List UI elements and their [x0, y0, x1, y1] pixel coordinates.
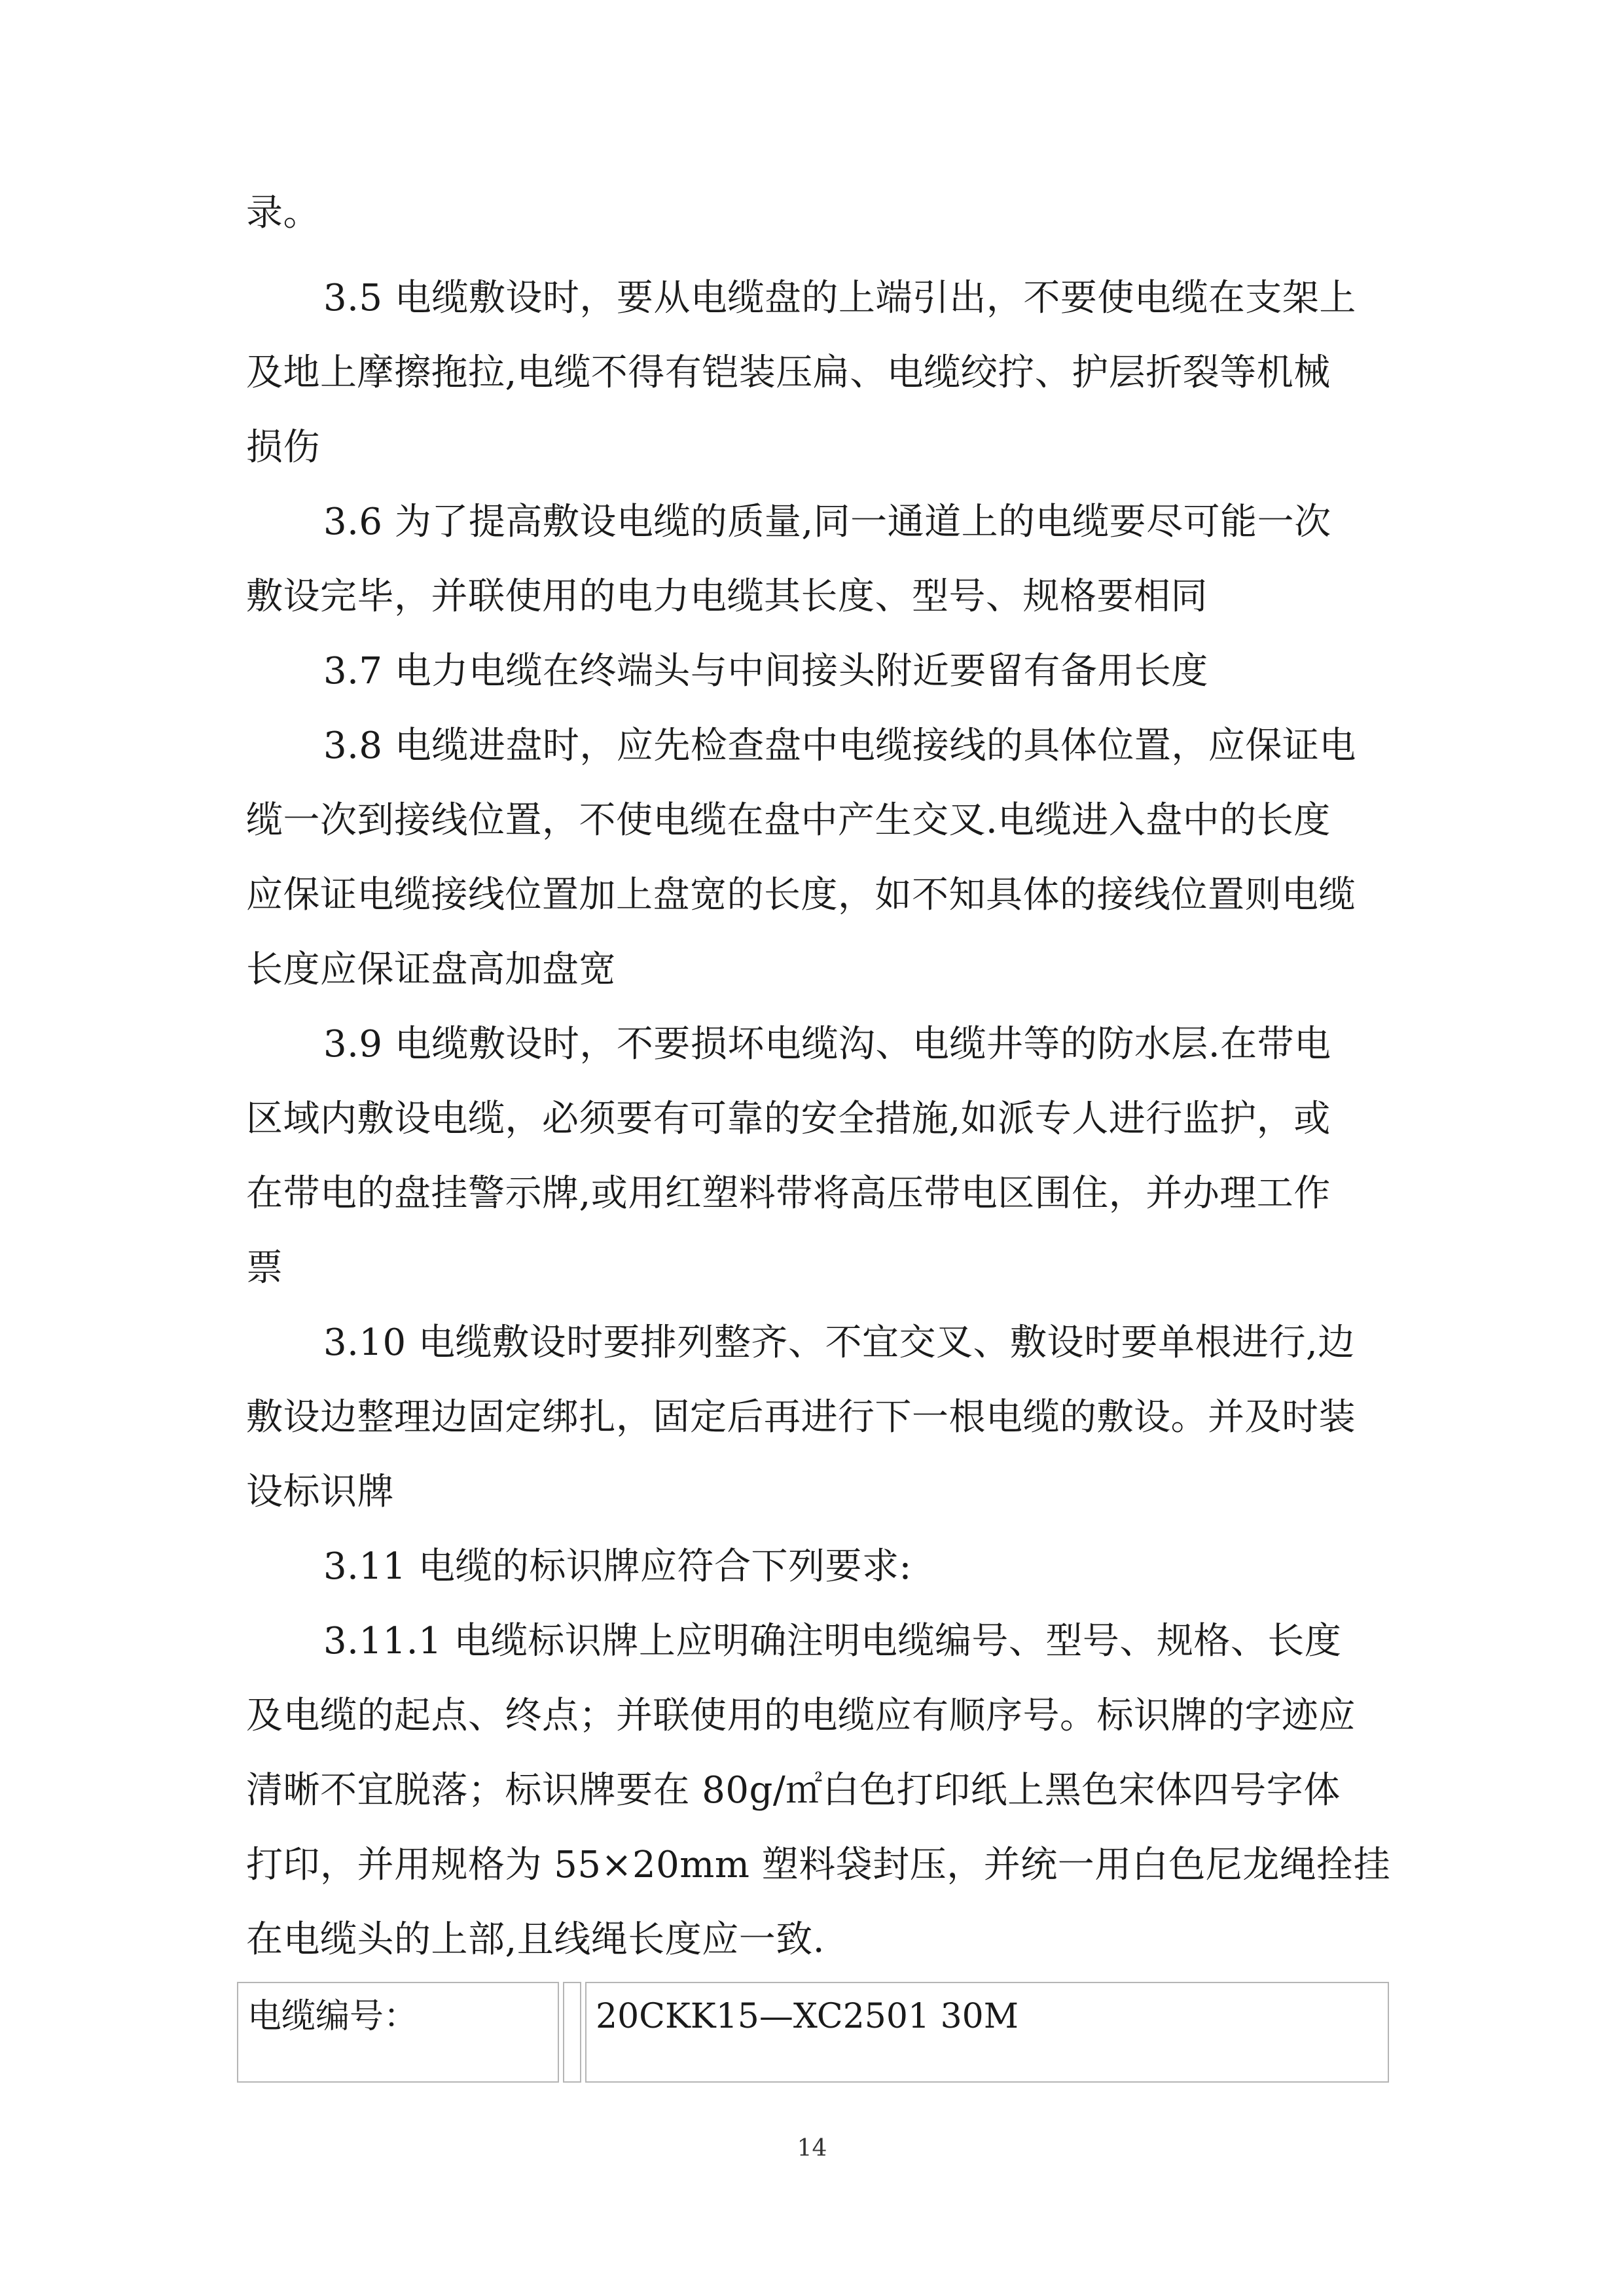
text-line: 敷设边整理边固定绑扎，固定后再进行下一根电缆的敷设。并及时装 — [246, 1396, 1356, 1439]
text-line: 录。 — [246, 192, 320, 234]
cable-label-table — [237, 1982, 1389, 2083]
text-line: 3.11.1 电缆标识牌上应明确注明电缆编号、型号、规格、长度 — [323, 1620, 1342, 1662]
text-line: 区域内敷设电缆，必须要有可靠的安全措施,如派专人进行监护，或 — [246, 1098, 1331, 1140]
text-line: 3.10 电缆敷设时要排列整齐、不宜交叉、敷设时要单根进行,边 — [323, 1321, 1355, 1364]
text-line: 损伤 — [246, 426, 320, 469]
value-cell — [585, 1982, 1389, 2083]
text-line: 票 — [246, 1247, 283, 1289]
text-line: 3.5 电缆敷设时，要从电缆盘的上端引出，不要使电缆在支架上 — [323, 277, 1356, 319]
text-line: 3.9 电缆敷设时，不要损坏电缆沟、电缆井等的防水层.在带电 — [323, 1023, 1331, 1066]
text-line: 缆一次到接线位置，不使电缆在盘中产生交叉.电缆进入盘中的长度 — [246, 799, 1331, 842]
cable-number-value: 20CKK15—XC2501 30M — [596, 1997, 1019, 2036]
page-number: 14 — [797, 2135, 827, 2162]
spacer-cell — [563, 1982, 581, 2083]
text-line: 打印，并用规格为 55×20mm 塑料袋封压，并统一用白色尼龙绳拴挂 — [246, 1844, 1391, 1886]
text-line: 3.6 为了提高敷设电缆的质量,同一通道上的电缆要尽可能一次 — [323, 501, 1331, 543]
text-line: 长度应保证盘高加盘宽 — [246, 948, 616, 991]
text-line: 3.7 电力电缆在终端头与中间接头附近要留有备用长度 — [323, 650, 1208, 692]
text-line: 及电缆的起点、终点；并联使用的电缆应有顺序号。标识牌的字迹应 — [246, 1695, 1356, 1737]
text-line: 在带电的盘挂警示牌,或用红塑料带将高压带电区围住，并办理工作 — [246, 1172, 1331, 1215]
text-line: 应保证电缆接线位置加上盘宽的长度，如不知具体的接线位置则电缆 — [246, 874, 1356, 916]
text-line: 清晰不宜脱落；标识牌要在 80g/㎡白色打印纸上黑色宋体四号字体 — [246, 1769, 1341, 1812]
text-line: 在电缆头的上部,且线绳长度应一致. — [246, 1918, 825, 1961]
text-line: 3.11 电缆的标识牌应符合下列要求: — [323, 1545, 912, 1588]
text-line: 3.8 电缆进盘时，应先检查盘中电缆接线的具体位置，应保证电 — [323, 725, 1356, 767]
text-line: 及地上摩擦拖拉,电缆不得有铠装压扁、电缆绞拧、护层折裂等机械 — [246, 351, 1331, 394]
cable-number-label: 电缆编号： — [247, 1997, 418, 2036]
text-line: 敷设完毕，并联使用的电力电缆其长度、型号、规格要相同 — [246, 575, 1208, 618]
text-line: 设标识牌 — [246, 1471, 394, 1513]
label-cell — [237, 1982, 559, 2083]
